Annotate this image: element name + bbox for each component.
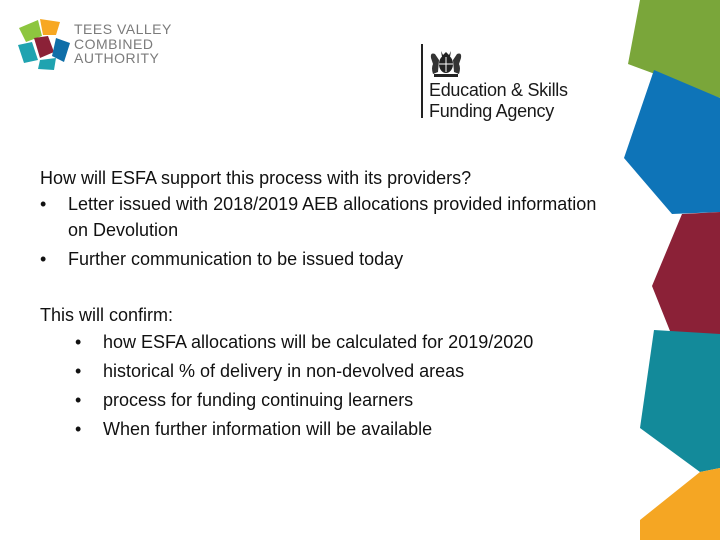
esfa-logo	[418, 44, 593, 122]
section-gap	[40, 272, 600, 302]
support-question: How will ESFA support this process with its providers?	[40, 168, 472, 188]
esfa-line-2: Funding Agency	[429, 101, 554, 121]
tees-valley-logo	[16, 18, 176, 70]
list-item: • Further communication to be issued today	[40, 246, 600, 272]
list-item: • process for funding continuing learners	[40, 386, 600, 415]
tva-line-2: COMBINED	[74, 35, 154, 52]
green-facet	[628, 0, 720, 98]
confirm-intro: This will confirm:	[40, 305, 174, 325]
list-item: • Letter issued with 2018/2019 AEB allocations provided information on Devolution	[40, 191, 600, 243]
slide-body	[40, 165, 600, 444]
tva-line-1: TEES VALLEY	[74, 21, 172, 37]
tees-valley-wordmark	[74, 22, 172, 66]
tva-line-3: AUTHORITY	[74, 50, 160, 66]
blue-facet	[624, 70, 720, 214]
teal-facet	[640, 330, 720, 472]
esfa-divider	[421, 44, 423, 118]
list-item: • how ESFA allocations will be calculated for 2019/2020	[40, 328, 600, 357]
royal-crest-icon	[428, 48, 464, 78]
orange-facet	[640, 468, 720, 540]
list-item: • When further information will be available	[40, 415, 600, 444]
list-item: • historical % of delivery in non-devolved areas	[40, 357, 600, 386]
maroon-facet	[652, 212, 720, 336]
tees-valley-emblem-icon	[16, 18, 72, 70]
esfa-line-1: Education & Skills	[429, 80, 568, 100]
esfa-wordmark	[429, 80, 568, 122]
